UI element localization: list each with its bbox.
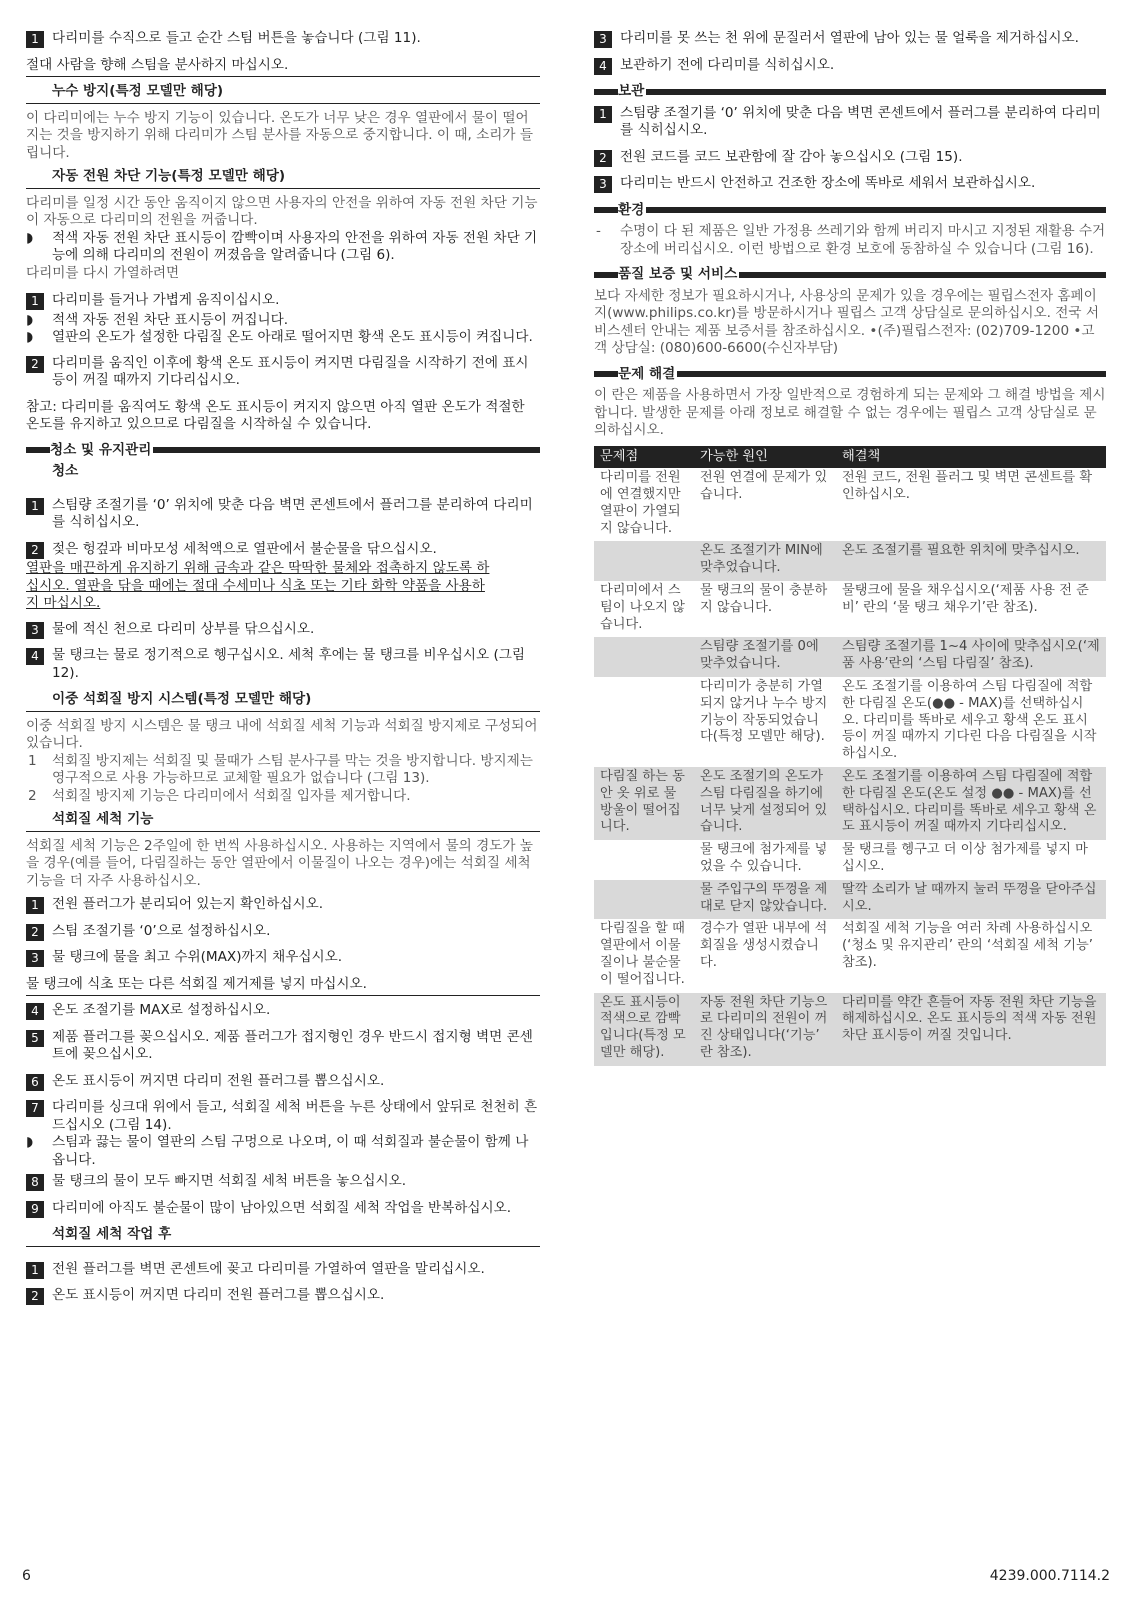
step-3: 3 물에 적신 천으로 다리미 상부를 닦으십시오. <box>26 621 540 639</box>
problem-cell: 다리미에서 스팀이 나오지 않습니다. <box>600 583 685 632</box>
problem-cell: 다림질을 할 때 열판에서 이물질이나 불순물이 떨어집니다. <box>600 921 685 987</box>
page-number: 6 <box>22 1568 31 1584</box>
section-guarantee: 품질 보증 및 서비스 <box>594 266 1106 284</box>
problem-cell <box>594 637 694 677</box>
solution-cell: 스팀량 조절기를 1~4 사이에 맞추십시오(‘제품 사용’란의 ‘스팀 다림질’ 참조). <box>836 637 1106 677</box>
solution-cell: 온도 조절기를 이용하여 스팀 다림질에 적합한 다림질 온도(온도 설정 ●● - MAX)를 선택하십시오. 다리미를 똑바로 세우고 황색 온도 표시등이 꺼질 때까지 기다리십시오. <box>836 767 1106 840</box>
cause-cell: 다리미가 충분히 가열되지 않거나 누수 방지 기능이 작동되었습니다(특정 모델만 해당). <box>700 679 828 745</box>
solution-cell: 석회질 세척 기능을 여러 차례 사용하십시오(‘청소 및 유지관리’ 란의 ‘석회질 세척 기능’ 참조). <box>842 921 1093 971</box>
step-2: 2 다리미를 움직인 이후에 황색 온도 표시등이 켜지면 다림질을 시작하기 전에 표시등이 꺼질 때까지 기다리십시오. <box>26 355 540 390</box>
solution-cell: 딸깍 소리가 날 때까지 눌러 뚜껑을 닫아주십시오. <box>836 880 1106 920</box>
guarantee-text: 보다 자세한 정보가 필요하시거나, 사용상의 문제가 있을 경우에는 필립스전자 홈페이지(www.philips.co.kr)를 방문하시거나 필립스 고객 상담실로 문의하십시오. 전국 서비스센터 안내는 제품 보증서를 참조하십시오. •(주)필립스전자: (02)709-1200 •고객 상담실: (080)600-6600(수신자부담) <box>594 287 1099 356</box>
list-item: 2 석회질 방지제 기능은 다리미에서 석회질 입자를 제거합니다. <box>28 787 411 804</box>
solution-cell: 물 탱크를 헹구고 더 이상 첨가제를 넣지 마십시오. <box>842 842 1088 875</box>
header-solution: 해결책 <box>836 446 1106 469</box>
problem-cell: 다리미를 전원에 연결했지만 열판이 가열되지 않습니다. <box>600 470 681 536</box>
section-storage: 보관 <box>594 83 1106 101</box>
calc-title: 석회질 세척 기능 <box>26 811 540 832</box>
auto-off-title: 자동 전원 차단 기능(특정 모델만 해당) <box>26 168 540 189</box>
step-2: 2 스팀 조절기를 ‘0’으로 설정하십시오. <box>26 923 540 941</box>
table-row <box>594 637 1106 677</box>
step-3: 3 다리미는 반드시 안전하고 건조한 장소에 똑바로 세워서 보관하십시오. <box>594 175 1106 193</box>
table-row <box>594 993 1106 1066</box>
step-7: 7 다리미를 싱크대 위에서 들고, 석회질 세척 버튼을 누른 상태에서 앞뒤로 천천히 흔드십시오 (그림 14). <box>26 1099 540 1134</box>
problem-cell <box>594 840 694 880</box>
solution-cell: 온도 조절기를 이용하여 스팀 다림질에 적합한 다림질 온도(●● - MAX)를 선택하십시오. 다리미를 똑바로 세우고 황색 온도 표시등이 꺼질 때까지 기다린 다음 다림질을 시작하십시오. <box>842 679 1097 762</box>
calc-text: 석회질 세척 기능은 2주일에 한 번씩 사용하십시오. 사용하는 지역에서 물의 경도가 높을 경우(예를 들어, 다림질하는 동안 열판에서 이물질이 나오는 경우)에는 석회질 세척 기능을 더 자주 사용하십시오. <box>26 837 533 889</box>
step-1: 1 다리미를 들거나 가볍게 움직이십시오. <box>26 292 540 310</box>
table-row <box>594 541 1106 581</box>
section-cleaning: 청소 및 유지관리 <box>26 442 540 460</box>
solution-cell: 다리미를 약간 흔들어 자동 전원 차단 기능을 해제하십시오. 온도 표시등의 적색 자동 전원 차단 표시등이 꺼질 것입니다. <box>836 993 1106 1066</box>
step-2: 2 젖은 헝겊과 비마모성 세척액으로 열판에서 불순물을 닦으십시오. <box>26 541 540 559</box>
step-2: 2 온도 표시등이 꺼지면 다리미 전원 플러그를 뽑으십시오. <box>26 1287 540 1305</box>
after-title: 석회질 세척 작업 후 <box>26 1226 540 1247</box>
table-row <box>594 919 1106 992</box>
table-header <box>594 446 1106 469</box>
table-row <box>594 767 1106 840</box>
step-6: 6 온도 표시등이 꺼지면 다리미 전원 플러그를 뽑으십시오. <box>26 1073 540 1091</box>
leak-title: 누수 방지(특정 모델만 해당) <box>26 83 540 104</box>
cause-cell: 경수가 열판 내부에 석회질을 생성시켰습니다. <box>700 921 828 971</box>
bullet: ◗ 스팀과 끓는 물이 열판의 스팀 구멍으로 나오며, 이 때 석회질과 불순물이 함께 나옵니다. <box>26 1134 529 1168</box>
problem-cell <box>594 880 694 920</box>
dual-title: 이중 석회질 방지 시스템(특정 모델만 해당) <box>26 691 540 712</box>
problem-cell: 다림질 하는 동안 옷 위로 물방울이 떨어집니다. <box>594 767 694 840</box>
bullet: ◗ 열판의 온도가 설정한 다림질 온도 아래로 떨어지면 황색 온도 표시등이 켜집니다. <box>26 329 533 345</box>
list-item: - 수명이 다 된 제품은 일반 가정용 쓰레기와 함께 버리지 마시고 지정된 재활용 수거 장소에 버리십시오. 이런 방법으로 환경 보호에 동참하실 수 있습니다 (그림 16). <box>596 223 1106 257</box>
step-5: 5 제품 플러그를 꽂으십시오. 제품 플러그가 접지형인 경우 반드시 접지형 벽면 콘센트에 꽂으십시오. <box>26 1029 540 1064</box>
table-row <box>594 840 1106 880</box>
solution-cell: 온도 조절기를 필요한 위치에 맞추십시오. <box>836 541 1106 581</box>
cause-cell: 자동 전원 차단 기능으로 다리미의 전원이 꺼진 상태입니다(‘기능’ 란 참조). <box>694 993 836 1066</box>
step-1: 1 스팀량 조절기를 ‘0’ 위치에 맞춘 다음 벽면 콘센트에서 플러그를 분리하여 다리미를 식히십시오. <box>594 105 1106 140</box>
step-2: 2 전원 코드를 코드 보관함에 잘 감아 놓으십시오 (그림 15). <box>594 149 1106 167</box>
step-1: 1 전원 플러그가 분리되어 있는지 확인하십시오. <box>26 896 540 914</box>
cause-cell: 스팀량 조절기를 0에 맞추었습니다. <box>694 637 836 677</box>
cause-cell: 온도 조절기의 온도가 스팀 다림질을 하기에 너무 낮게 설정되어 있습니다. <box>694 767 836 840</box>
list-item: 1 석회질 방지제는 석회질 및 물때가 스팀 분사구를 막는 것을 방지합니다. 방지제는 영구적으로 사용 가능하므로 교체할 필요가 없습니다 (그림 13). <box>28 752 533 786</box>
cause-cell: 물 주입구의 뚜껑을 제대로 닫지 않았습니다. <box>694 880 836 920</box>
troubleshooting-table <box>594 446 1106 1066</box>
table-row <box>594 468 1106 541</box>
solution-cell: 전원 코드, 전원 플러그 및 벽면 콘센트를 확인하십시오. <box>842 470 1093 503</box>
warning-text: 절대 사람을 향해 스팀을 분사하지 마십시오. <box>26 57 540 78</box>
header-cause: 가능한 원인 <box>694 446 836 469</box>
troubleshooting-text: 이 란은 제품을 사용하면서 가장 일반적으로 경험하게 되는 문제와 그 해결 방법을 제시합니다. 발생한 문제를 아래 정보로 해결할 수 없는 경우에는 필립스 고객 상담실로 문의하십시오. <box>594 387 1106 438</box>
step-3: 3 다리미를 못 쓰는 천 위에 문질러서 열판에 남아 있는 물 얼룩을 제거하십시오. <box>594 30 1106 48</box>
cause-cell: 물 탱크에 첨가제를 넣었을 수 있습니다. <box>700 842 828 875</box>
left-column <box>26 30 540 1314</box>
auto-off-text: 다리미를 일정 시간 동안 움직이지 않으면 사용자의 안전을 위하여 자동 전원 차단 기능이 자동으로 다리미의 전원을 꺼줍니다. <box>26 194 538 228</box>
section-troubleshooting: 문제 해결 <box>594 366 1106 384</box>
problem-cell <box>594 541 694 581</box>
leak-text: 이 다리미에는 누수 방지 기능이 있습니다. 온도가 너무 낮은 경우 열판에서 물이 떨어지는 것을 방지하기 위해 다리미가 스팀 분사를 자동으로 중지합니다. 이 때, 소리가 들립니다. <box>26 109 533 161</box>
header-problem: 문제점 <box>594 446 694 469</box>
cause-cell: 전원 연결에 문제가 있습니다. <box>700 470 828 503</box>
table-row <box>594 880 1106 920</box>
auto-off-text-2: 다리미를 다시 가열하려면 <box>26 264 180 281</box>
dual-text: 이중 석회질 방지 시스템은 물 탱크 내에 석회질 세척 기능과 석회질 방지제로 구성되어 있습니다. <box>26 717 538 751</box>
problem-cell <box>594 677 694 767</box>
step-4: 4 물 탱크는 물로 정기적으로 헹구십시오. 세척 후에는 물 탱크를 비우십시오 (그림 12). <box>26 647 540 682</box>
step-3: 3 물 탱크에 물을 최고 수위(MAX)까지 채우십시오. <box>26 949 540 967</box>
solution-cell: 물탱크에 물을 채우십시오(‘제품 사용 전 준비’ 란의 ‘물 탱크 채우기’란 참조). <box>842 583 1089 615</box>
clean-title: 청소 <box>52 463 79 479</box>
step-8: 8 물 탱크의 물이 모두 빠지면 석회질 세척 버튼을 놓으십시오. <box>26 1173 540 1191</box>
warning-text: 물 탱크에 식초 또는 다른 석회질 제거제를 넣지 마십시오. <box>26 976 540 997</box>
warning-text: 열판을 매끈하게 유지하기 위해 금속과 같은 딱딱한 물체와 접촉하지 않도록 하십시오. 열판을 닦을 때에는 절대 수세미나 식초 또는 기타 화학 약품을 사용하지 마십시오. <box>26 560 490 611</box>
document-code: 4239.000.7114.2 <box>989 1568 1110 1584</box>
table-row <box>594 581 1106 637</box>
cause-cell: 물 탱크의 물이 충분하지 않습니다. <box>700 583 828 615</box>
bullet: ◗ 적색 자동 전원 차단 표시등이 꺼집니다. <box>26 311 289 328</box>
step-1: 1 스팀량 조절기를 ‘0’ 위치에 맞춘 다음 벽면 콘센트에서 플러그를 분리하여 다리미를 식히십시오. <box>26 497 540 532</box>
cause-cell: 온도 조절기가 MIN에 맞추었습니다. <box>694 541 836 581</box>
problem-cell: 온도 표시등이 적색으로 깜빡입니다(특정 모델만 해당). <box>594 993 694 1066</box>
section-environment: 환경 <box>594 202 1106 220</box>
step-number: 1 <box>26 31 44 48</box>
step-1: 1 전원 플러그를 벽면 콘센트에 꽂고 다리미를 가열하여 열판을 말리십시오. <box>26 1261 540 1279</box>
step-4: 4 온도 조절기를 MAX로 설정하십시오. <box>26 1002 540 1020</box>
note-text: 참고: 다리미를 움직여도 황색 온도 표시등이 켜지지 않으면 아직 열판 온도가 적절한 온도를 유지하고 있으므로 다림질을 시작하실 수 있습니다. <box>26 398 525 432</box>
bullet: ◗ 적색 자동 전원 차단 표시등이 깜빡이며 사용자의 안전을 위하여 자동 전원 차단 기능에 의해 다리미의 전원이 꺼졌음을 알려줍니다 (그림 6). <box>26 229 538 263</box>
step-4: 4 보관하기 전에 다리미를 식히십시오. <box>594 57 1106 75</box>
table-row <box>594 677 1106 767</box>
step-9: 9 다리미에 아직도 불순물이 많이 남아있으면 석회질 세척 작업을 반복하십시오. <box>26 1200 540 1218</box>
right-column <box>594 30 1106 1066</box>
step-1: 1 다리미를 수직으로 들고 순간 스팀 버튼을 놓습니다 (그림 11). <box>26 30 540 48</box>
